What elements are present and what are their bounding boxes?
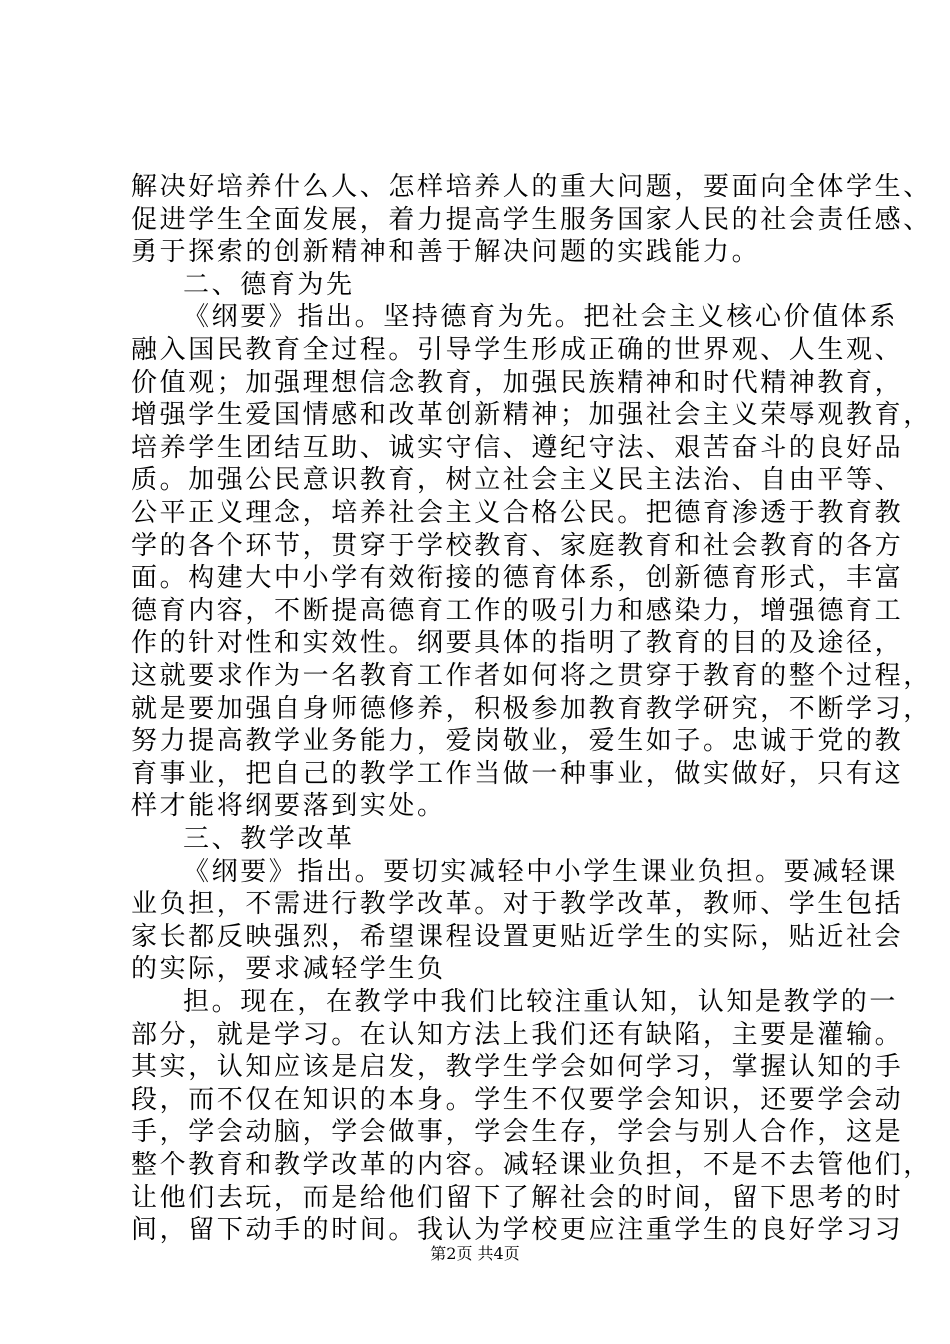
text-line: 家长都反映强烈，希望课程设置更贴近学生的实际，贴近社会 xyxy=(131,922,904,952)
text-line: 价值观；加强理想信念教育，加强民族精神和时代精神教育， xyxy=(131,368,904,398)
text-line: 手，学会动脑，学会做事，学会生存，学会与别人合作，这是 xyxy=(131,1117,904,1147)
section-heading: 二、德育为先 xyxy=(183,270,355,300)
text-line: 这就要求作为一名教育工作者如何将之贯穿于教育的整个过程， xyxy=(131,661,932,691)
page-footer: 第2页 共4页 xyxy=(430,1244,520,1263)
text-line: 融入国民教育全过程。引导学生形成正确的世界观、人生观、 xyxy=(131,335,904,365)
text-line: 德育内容，不断提高德育工作的吸引力和感染力，增强德育工 xyxy=(131,596,904,626)
text-line: 整个教育和教学改革的内容。减轻课业负担，不是不去管他们， xyxy=(131,1150,932,1180)
text-line: 让他们去玩，而是给他们留下了解社会的时间，留下思考的时 xyxy=(131,1183,904,1213)
text-line: 勇于探索的创新精神和善于解决问题的实践能力。 xyxy=(131,237,761,267)
text-line: 担。现在，在教学中我们比较注重认知，认知是教学的一 xyxy=(183,987,899,1017)
text-line: 其实，认知应该是启发，教学生学会如何学习，掌握认知的手 xyxy=(131,1052,904,1082)
text-line: 就是要加强自身师德修养，积极参加教育教学研究，不断学习， xyxy=(131,694,932,724)
text-line: 段，而不仅在知识的本身。学生不仅要学会知识，还要学会动 xyxy=(131,1085,904,1115)
text-line: 增强学生爱国情感和改革创新精神；加强社会主义荣辱观教育， xyxy=(131,400,932,430)
text-line: 质。加强公民意识教育，树立社会主义民主法治、自由平等、 xyxy=(131,465,904,495)
text-line: 公平正义理念，培养社会主义合格公民。把德育渗透于教育教 xyxy=(131,498,904,528)
text-line: 培养学生团结互助、诚实守信、遵纪守法、艰苦奋斗的良好品 xyxy=(131,433,904,463)
section-heading: 三、教学改革 xyxy=(183,824,355,854)
text-line: 的实际，要求减轻学生负 xyxy=(131,954,446,984)
text-line: 间，留下动手的时间。我认为学校更应注重学生的良好学习习 xyxy=(131,1215,904,1245)
text-line: 解决好培养什么人、怎样培养人的重大问题，要面向全体学生、 xyxy=(131,172,932,202)
text-line: 努力提高教学业务能力，爱岗敬业，爱生如子。忠诚于党的教 xyxy=(131,726,904,756)
text-line: 育事业，把自己的教学工作当做一种事业，做实做好，只有这 xyxy=(131,759,904,789)
text-line: 业负担，不需进行教学改革。对于教学改革，教师、学生包括 xyxy=(131,889,904,919)
text-line: 样才能将纲要落到实处。 xyxy=(131,791,446,821)
text-line: 部分，就是学习。在认知方法上我们还有缺陷，主要是灌输。 xyxy=(131,1020,904,1050)
text-line: 学的各个环节，贯穿于学校教育、家庭教育和社会教育的各方 xyxy=(131,531,904,561)
text-line: 促进学生全面发展，着力提高学生服务国家人民的社会责任感、 xyxy=(131,205,932,235)
text-line: 《纲要》指出。坚持德育为先。把社会主义核心价值体系 xyxy=(183,302,899,332)
text-line: 面。构建大中小学有效衔接的德育体系，创新德育形式，丰富 xyxy=(131,563,904,593)
text-line: 作的针对性和实效性。纲要具体的指明了教育的目的及途径， xyxy=(131,628,904,658)
text-line: 《纲要》指出。要切实减轻中小学生课业负担。要减轻课 xyxy=(183,857,899,887)
